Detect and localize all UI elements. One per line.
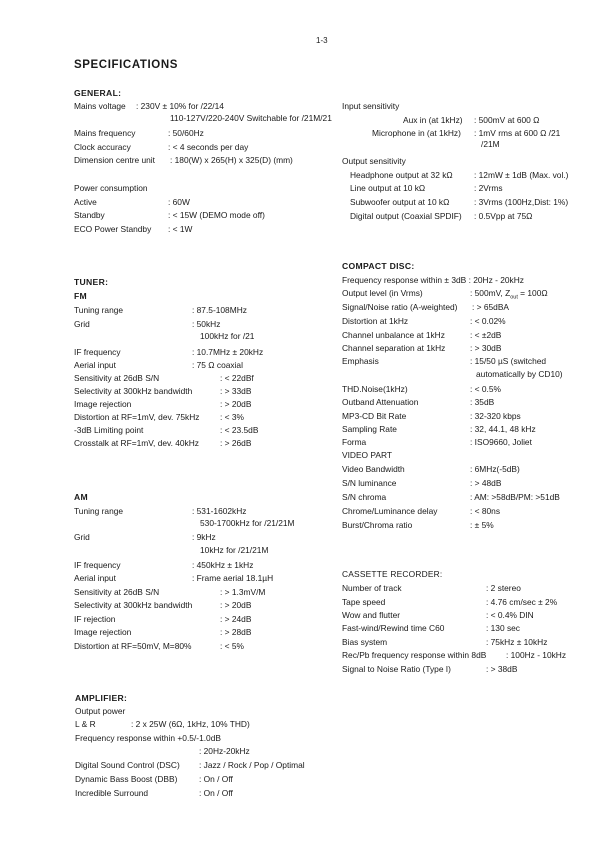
page-number: 1-3 [316,36,328,45]
spec-label: Tuning range [74,506,124,516]
spec-label: Signal/Noise ratio (A-weighted) [342,302,458,312]
general-heading: GENERAL: [74,88,122,98]
spec-value: : 50kHz [192,319,221,329]
spec-value: : 2 stereo [486,583,521,593]
spec-value: : < 22dBf [220,373,254,383]
spec-row [74,560,254,571]
spec-value: : 6MHz(-5dB) [470,464,520,474]
spec-label: Tape speed [342,597,386,607]
spec-row [74,142,249,153]
spec-value: : 4.76 cm/sec ± 2% [486,597,558,607]
spec-row [342,397,495,408]
spec-value: : On / Off [199,774,233,784]
spec-value: : 10.7MHz ± 20kHz [192,347,264,357]
spec-label: Standby [74,210,105,220]
spec-row [350,197,569,208]
spec-row [74,573,274,584]
spec-value: : < 0.4% DIN [486,610,534,620]
spec-label: Distortion at RF=50mV, M=80% [74,641,192,651]
spec-value: : 0.5Vpp at 75Ω [474,211,533,221]
spec-value: : > 1.3mV/M [220,587,266,597]
spec-value: : 75 Ω coaxial [192,360,243,370]
spec-label: Digital output (Coaxial SPDIF) [350,211,462,221]
spec-row [75,706,125,717]
spec-row [342,437,532,448]
spec-label: Bias system [342,637,388,647]
spec-label: Microphone in (at 1kHz) [372,128,461,138]
spec-row [74,224,193,235]
spec-value: : < 1W [168,224,193,234]
spec-value: : 60W [168,197,190,207]
amplifier-heading: AMPLIFIER: [75,693,128,703]
spec-label: Forma [342,437,367,447]
spec-row [74,319,221,330]
spec-row [350,183,503,194]
spec-label: Video Bandwidth [342,464,405,474]
spec-label: Fast-wind/Rewind time C60 [342,623,445,633]
spec-label: Distortion at RF=1mV, dev. 75kHz [74,412,200,422]
spec-value: : 450kHz ± 1kHz [192,560,254,570]
spec-label: Sensitivity at 26dB S/N [74,587,160,597]
spec-label: Burst/Chroma ratio [342,520,413,530]
spec-row [342,664,518,675]
spec-value: : 15/50 µS (switched [470,356,547,366]
spec-row [74,128,204,139]
output-sensitivity-heading: Output sensitivity [342,156,406,166]
spec-row [74,305,247,316]
spec-value: : < 23.5dB [220,425,259,435]
spec-label: IF frequency [74,347,121,357]
spec-label: S/N chroma [342,492,387,502]
spec-row [342,637,548,648]
spec-row [74,101,224,112]
spec-label: Wow and flutter [342,610,401,620]
spec-value: : 87.5-108MHz [192,305,247,315]
spec-value: : AM: >58dB/PM: >51dB [470,492,560,502]
output-level-subscript: out [510,294,518,301]
spec-row [74,587,266,598]
spec-value: : < 3% [220,412,244,422]
spec-value: : On / Off [199,788,233,798]
spec-label: Dimension centre unit [74,155,155,165]
spec-row [342,583,521,594]
spec-value: : < 5% [220,641,244,651]
spec-row [74,532,216,543]
spec-label: Power consumption [74,183,148,193]
spec-row [74,399,252,410]
spec-value: automatically by CD10) [476,369,563,379]
spec-label: Crosstalk at RF=1mV, dev. 40kHz [74,438,199,448]
spec-label: Incredible Surround [75,788,149,798]
spec-row [342,464,520,475]
spec-row [74,600,252,611]
output-level-impedance: = 100Ω [517,288,548,298]
spec-row [75,733,221,744]
spec-label: Aux in (at 1kHz) [403,115,463,125]
spec-row [342,316,506,327]
spec-row [342,330,502,341]
spec-value: : 230V ± 10% for /22/14 [136,101,224,111]
spec-value: : > 24dB [220,614,252,624]
spec-value: : 12mW ± 1dB (Max. vol.) [474,170,569,180]
spec-value: 110-127V/220-240V Switchable for /21M/21 [170,113,332,123]
spec-row [74,155,293,166]
spec-value: : > 38dB [486,664,518,674]
spec-row [74,425,259,436]
spec-value: : 2 x 25W (6Ω, 1kHz, 10% THD) [131,719,250,729]
spec-value: : 20Hz-20kHz [199,746,250,756]
spec-row [74,614,252,625]
spec-label: IF frequency [74,560,121,570]
spec-label: Image rejection [74,627,132,637]
spec-label: Aerial input [74,573,116,583]
spec-value: : Frame aerial 18.1µH [192,573,274,583]
spec-value: : 35dB [470,397,495,407]
spec-label: Digital Sound Control (DSC) [75,760,180,770]
spec-value: : < 15W (DEMO mode off) [168,210,265,220]
spec-row [74,627,252,638]
spec-label: Mains voltage [74,101,126,111]
spec-label: Aerial input [74,360,116,370]
spec-label: Emphasis [342,356,379,366]
spec-row [342,597,558,608]
spec-value: : < ±2dB [470,330,502,340]
spec-row [342,506,501,517]
spec-row [342,356,547,367]
spec-label: Dynamic Bass Boost (DBB) [75,774,178,784]
spec-label: Headphone output at 32 kΩ [350,170,453,180]
spec-value: : > 28dB [220,627,252,637]
spec-row [342,650,567,661]
cassette-heading: CASSETTE RECORDER: [342,569,443,579]
spec-row [75,760,305,771]
spec-value: 100kHz for /21 [200,331,255,341]
spec-value: : > 20dB [220,600,252,610]
spec-value: : < 0.5% [470,384,501,394]
spec-label: Rec/Pb frequency response within 8dB [342,650,487,660]
spec-value: : 9kHz [192,532,216,542]
spec-label: Mains frequency [74,128,136,138]
spec-value: : > 65dBA [472,302,510,312]
input-sensitivity-heading: Input sensitivity [342,101,400,111]
spec-label: L & R [75,719,96,729]
spec-value: : > 48dB [470,478,502,488]
spec-value: : 180(W) x 265(H) x 325(D) (mm) [170,155,293,165]
spec-row [342,450,392,461]
spec-row [75,774,233,785]
spec-value: : 130 sec [486,623,520,633]
spec-row [74,210,265,221]
spec-row [342,424,536,435]
spec-row [74,641,244,652]
spec-label: MP3-CD Bit Rate [342,411,407,421]
spec-label: Signal to Noise Ratio (Type I) [342,664,451,674]
spec-value: 10kHz for /21/21M [200,545,269,555]
spec-value: : > 30dB [470,343,502,353]
spec-row [342,492,560,503]
spec-row [74,360,243,371]
spec-label: Selectivity at 300kHz bandwidth [74,600,193,610]
spec-row [74,386,252,397]
spec-row [74,412,244,423]
fm-heading: FM [74,291,88,301]
tuner-heading: TUNER: [74,277,109,287]
spec-label: Grid [74,319,90,329]
spec-label: Distortion at 1kHz [342,316,409,326]
spec-label: Line output at 10 kΩ [350,183,426,193]
page-title: SPECIFICATIONS [74,59,179,71]
spec-row [75,788,233,799]
spec-row [350,211,533,222]
spec-value: /21M [481,139,500,149]
spec-label: VIDEO PART [342,450,392,460]
spec-row [74,373,254,384]
spec-label: Image rejection [74,399,132,409]
cd-frequency-response: Frequency response within ± 3dB : 20Hz - 20kHz [342,275,524,285]
spec-label: Tuning range [74,305,124,315]
spec-row [74,347,264,358]
spec-value: : 50/60Hz [168,128,204,138]
spec-value: : > 20dB [220,399,252,409]
spec-value: : < 0.02% [470,316,506,326]
spec-row [342,411,521,422]
spec-label: Channel unbalance at 1kHz [342,330,445,340]
spec-value: : ISO9660, Joliet [470,437,532,447]
spec-row [350,170,569,181]
spec-row [342,610,534,621]
spec-value: : 500mV at 600 Ω [474,115,540,125]
spec-row [342,520,494,531]
spec-value: : 32-320 kbps [470,411,521,421]
spec-value: : ± 5% [470,520,494,530]
spec-label: Outband Attenuation [342,397,419,407]
spec-label: THD.Noise(1kHz) [342,384,408,394]
spec-value: : 75kHz ± 10kHz [486,637,548,647]
spec-label: Channel separation at 1kHz [342,343,446,353]
spec-label: Clock accuracy [74,142,131,152]
spec-label: ECO Power Standby [74,224,152,234]
spec-value: : > 26dB [220,438,252,448]
spec-label: Chrome/Luminance delay [342,506,438,516]
spec-row [342,302,510,313]
spec-row [342,478,502,489]
spec-label: -3dB Limiting point [74,425,144,435]
spec-label: S/N luminance [342,478,397,488]
spec-value: : > 33dB [220,386,252,396]
spec-value: 530-1700kHz for /21/21M [200,518,295,528]
spec-row [75,719,250,730]
spec-label: Frequency response within +0.5/-1.0dB [75,733,221,743]
spec-label: Sensitivity at 26dB S/N [74,373,160,383]
spec-row [342,623,520,634]
spec-label: Output level (in Vrms) [342,288,423,298]
spec-label: Output power [75,706,126,716]
spec-value: : Jazz / Rock / Pop / Optimal [199,760,305,770]
spec-value: : 32, 44.1, 48 kHz [470,424,536,434]
spec-label: IF rejection [74,614,116,624]
spec-label: Number of track [342,583,402,593]
am-heading: AM [74,492,88,502]
spec-value: : 531-1602kHz [192,506,247,516]
spec-label: Active [74,197,97,207]
spec-row [74,506,247,517]
spec-label: Subwoofer output at 10 kΩ [350,197,450,207]
compact-disc-heading: COMPACT DISC: [342,261,415,271]
spec-row [342,343,502,354]
spec-value: : 2Vrms [474,183,503,193]
output-level-value: : 500mV, Z [470,288,511,298]
spec-label: Sampling Rate [342,424,397,434]
spec-value: : < 4 seconds per day [168,142,249,152]
spec-row [74,183,148,194]
spec-value: : 3Vrms (100Hz,Dist: 1%) [474,197,569,207]
spec-value: : 1mV rms at 600 Ω /21 [474,128,561,138]
spec-label: Selectivity at 300kHz bandwidth [74,386,193,396]
spec-value: : < 80ns [470,506,501,516]
spec-label: Grid [74,532,90,542]
spec-value: : 100Hz - 10kHz [506,650,567,660]
spec-row [74,438,252,449]
spec-row [74,197,190,208]
spec-row [342,384,501,395]
